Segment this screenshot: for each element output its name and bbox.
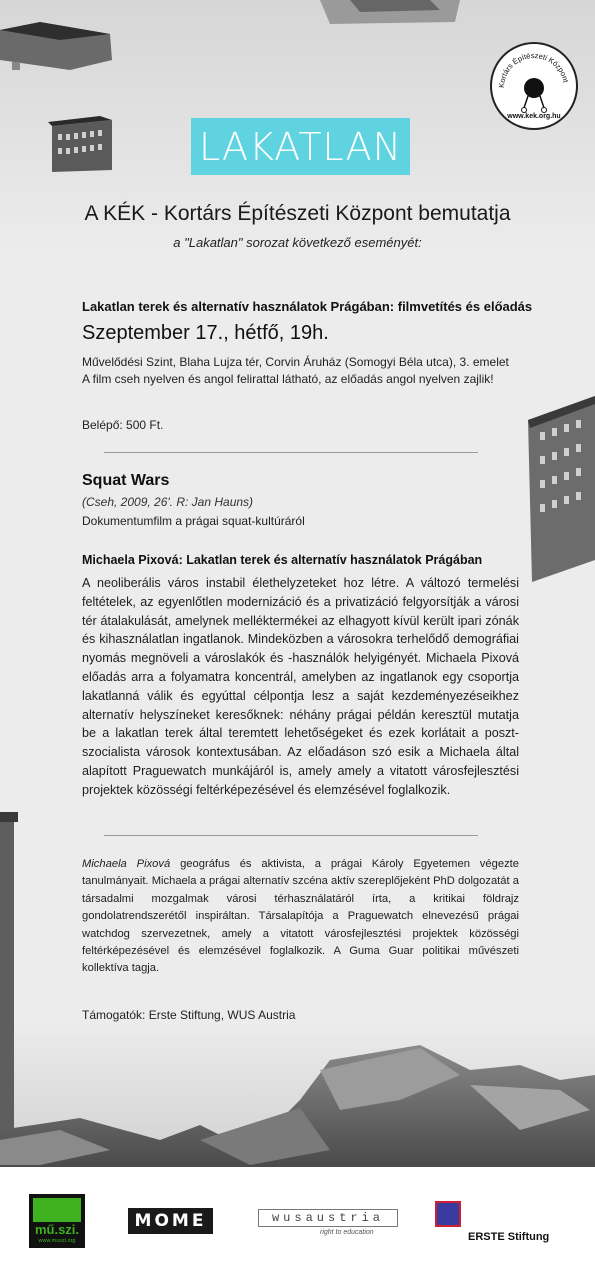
talk-body: A neoliberális város instabil élethelyzeteket hoz létre. A változó termelési feltételek, az egyenlőtlen modernizáció és a privatizáció felgyorsítják a városi tér átalakulását, amelynek melléktermékei az elhagyott kívül került ipari zónák és kihasználatlan ingatlanok. Mindeközben a városokra terhelődő demográfiai nyomás megnöveli a városlakók és -használók helyigényét. Michaela Pixová előadás arra a folyamatra koncentrál, amelyben az ingatlanok egy csoportja lakatlanná válik és egyúttal célpontja lesz a saját kezdeményezéseikhez alternatív helyszíneket keresőknek: néhány prágai példán keresztül mutatja be a lakatlan terek által teremtett lehetőségeket és ezek korlátait a poszt-szocialista városok kontextusában. Az előadáson szó esik a Michaela által alapított Praguewatch munkájáról is, amely amely a vitatott városfejlesztési projektek közösségi feltérképezésével és elemzésével foglalkozik. <box>82 576 519 797</box>
lakatlan-logo-text: LAKATLAN <box>198 124 402 169</box>
wus-austria-logo[interactable] <box>258 1209 398 1227</box>
film-description: Dokumentumfilm a prágai squat-kultúráról <box>82 514 305 528</box>
speaker-bio <box>82 856 519 978</box>
muszi-label: mű.szi. <box>34 1222 80 1237</box>
divider <box>104 452 478 453</box>
event-details <box>82 354 522 388</box>
film-title: Squat Wars <box>82 472 170 489</box>
building-top-right <box>320 0 460 24</box>
divider <box>104 835 478 836</box>
mome-logo[interactable] <box>128 1208 213 1234</box>
series-subtitle: a "Lakatlan" sorozat következő eseményét: <box>173 235 422 250</box>
film-meta: (Cseh, 2009, 26'. R: Jan Hauns) <box>82 495 254 509</box>
mome-label: MOME <box>134 1211 207 1231</box>
event-language: A film cseh nyelven és angol felirattal látható, az előadás angol nyelven zajlik! <box>82 372 494 386</box>
muszi-icon <box>33 1198 81 1222</box>
stamp-url: www.kek.org.hu <box>507 113 561 120</box>
speaker-name: Michaela Pixová <box>82 858 171 870</box>
building-left-mid <box>48 116 112 172</box>
event-location: Művelődési Szint, Blaha Lujza tér, Corvin Áruház (Somogyi Béla utca), 3. emelet <box>82 355 509 369</box>
wus-label: wusaustria <box>271 1211 384 1225</box>
erste-icon <box>435 1201 461 1227</box>
stamp-text: Kortárs Építészeti Központ <box>496 50 571 89</box>
supporters: Támogatók: Erste Stiftung, WUS Austria <box>82 1008 296 1022</box>
muszi-logo[interactable] <box>29 1194 85 1248</box>
event-date: Szeptember 17., hétfő, 19h. <box>82 322 329 344</box>
sponsor-footer <box>0 1167 595 1276</box>
talk-title: Michaela Pixová: Lakatlan terek és alternatív használatok Prágában <box>82 553 483 567</box>
lakatlan-logo <box>191 118 410 175</box>
wus-tagline: right to education <box>320 1229 374 1236</box>
event-fee: Belépő: 500 Ft. <box>82 418 164 432</box>
erste-label[interactable]: ERSTE Stiftung <box>468 1231 550 1243</box>
presenter-heading: A KÉK - Kortárs Építészeti Központ bemutatja <box>84 202 511 225</box>
muszi-url: www.muszi.org <box>38 1238 76 1244</box>
speaker-bio-text: geográfus és aktivista, a prágai Károly Egyetemen végezte tanulmányait. Michaela a prágai alternatív szcéna aktív szereplőjeként PhD dolgozatát a társadalmi mozgalmak városi térhasználatáról írta, a kritikai földrajz gondolatrendszerétől inspiráltan. Társalapítója a Praguewatch elnevezésű prágai watchdog szervezetnek, amely a vitatott városfejlesztési projektek közösségi feltérképezésével és elemzésével foglalkozik. A Guma Guar politikai művészeti kollektíva tagja. <box>82 858 519 975</box>
event-title: Lakatlan terek és alternatív használatok Prágában: filmvetítés és előadás <box>82 299 533 314</box>
building-right <box>528 396 595 582</box>
